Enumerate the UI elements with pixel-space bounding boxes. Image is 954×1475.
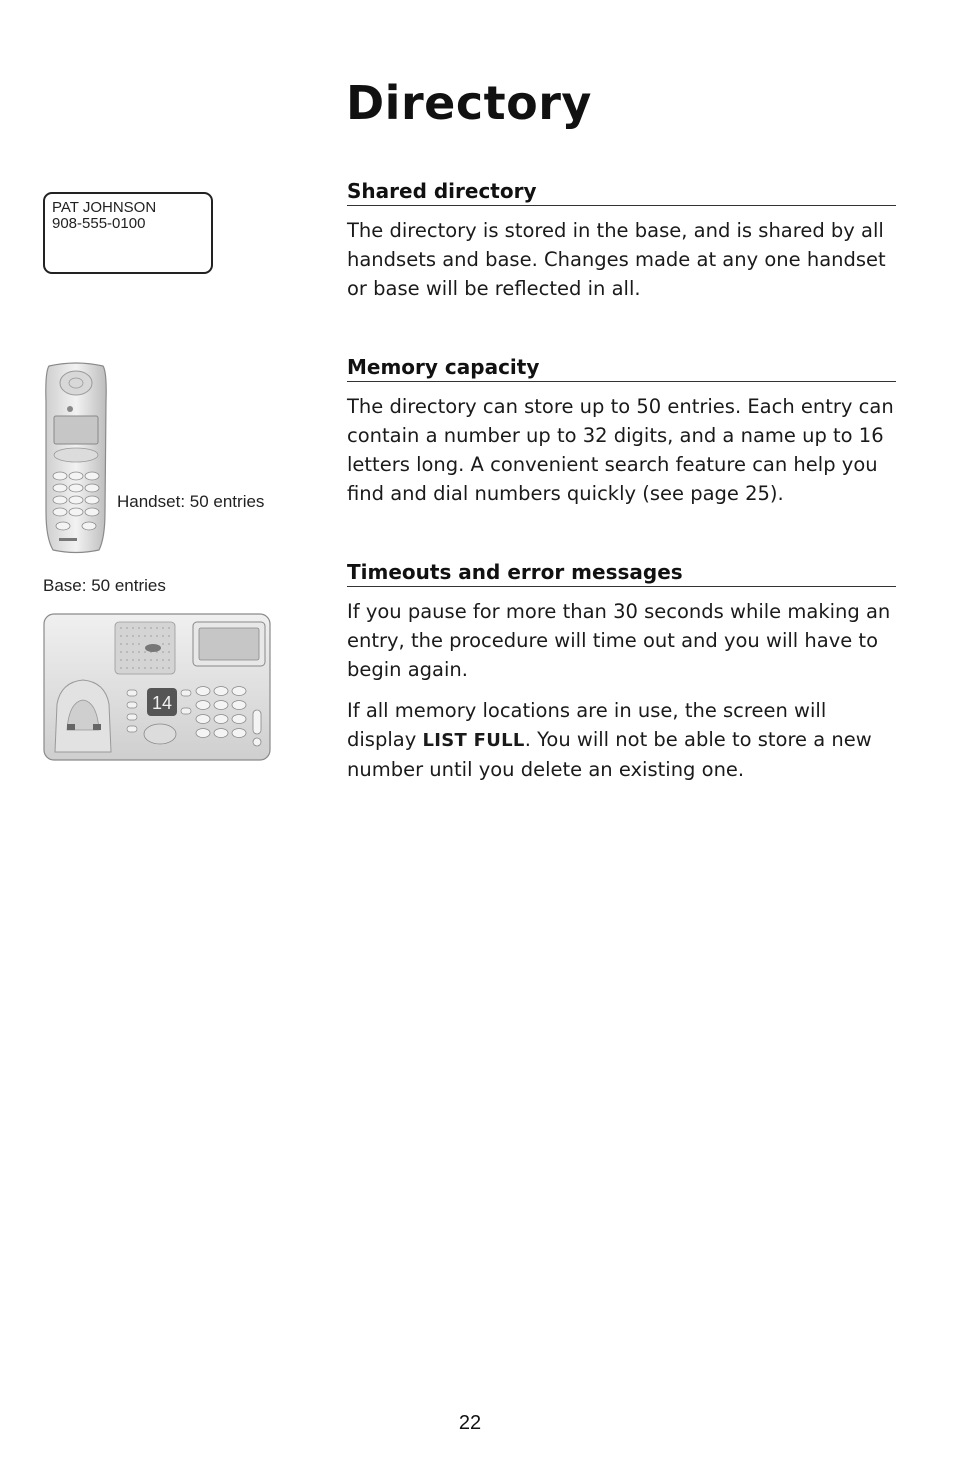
section-heading: Timeouts and error messages bbox=[347, 559, 896, 587]
page-number: 22 bbox=[458, 1412, 482, 1434]
section-body: If you pause for more than 30 seconds while making an entry, the procedure will time out and you will have to begin again. bbox=[347, 600, 891, 681]
base-counter: 14 bbox=[151, 693, 173, 713]
section-timeouts bbox=[347, 559, 896, 784]
list-full-message: LIST FULL bbox=[422, 730, 525, 751]
lcd-number-line: 908-555-0100 bbox=[52, 215, 146, 232]
section-body: The directory can store up to 50 entries. Each entry can contain a number up to 32 digits, and a name up to 16 letters long. A convenient search feature can help you find and dial numbers quickly (see page 25). bbox=[347, 395, 894, 505]
section-shared-directory bbox=[347, 178, 896, 303]
section-memory-capacity bbox=[347, 354, 896, 508]
page-title: Directory bbox=[346, 76, 592, 130]
section-heading: Memory capacity bbox=[347, 354, 896, 382]
body-text: . You will not be able to store a new number until you delete an existing one. bbox=[347, 728, 872, 781]
section-body-list-full bbox=[347, 696, 896, 784]
handset-illustration bbox=[43, 362, 109, 554]
lcd-display bbox=[43, 192, 213, 274]
section-body: The directory is stored in the base, and is shared by all handsets and base. Changes made at any one handset or base will be reflected in all. bbox=[347, 219, 886, 300]
handset-caption: Handset: 50 entries bbox=[117, 492, 265, 511]
body-text: If all memory locations are in use, the screen will display bbox=[347, 699, 827, 751]
lcd-name-line: PAT JOHNSON bbox=[52, 199, 157, 216]
base-illustration bbox=[43, 612, 271, 762]
section-heading: Shared directory bbox=[347, 178, 896, 206]
base-caption: Base: 50 entries bbox=[43, 576, 166, 595]
